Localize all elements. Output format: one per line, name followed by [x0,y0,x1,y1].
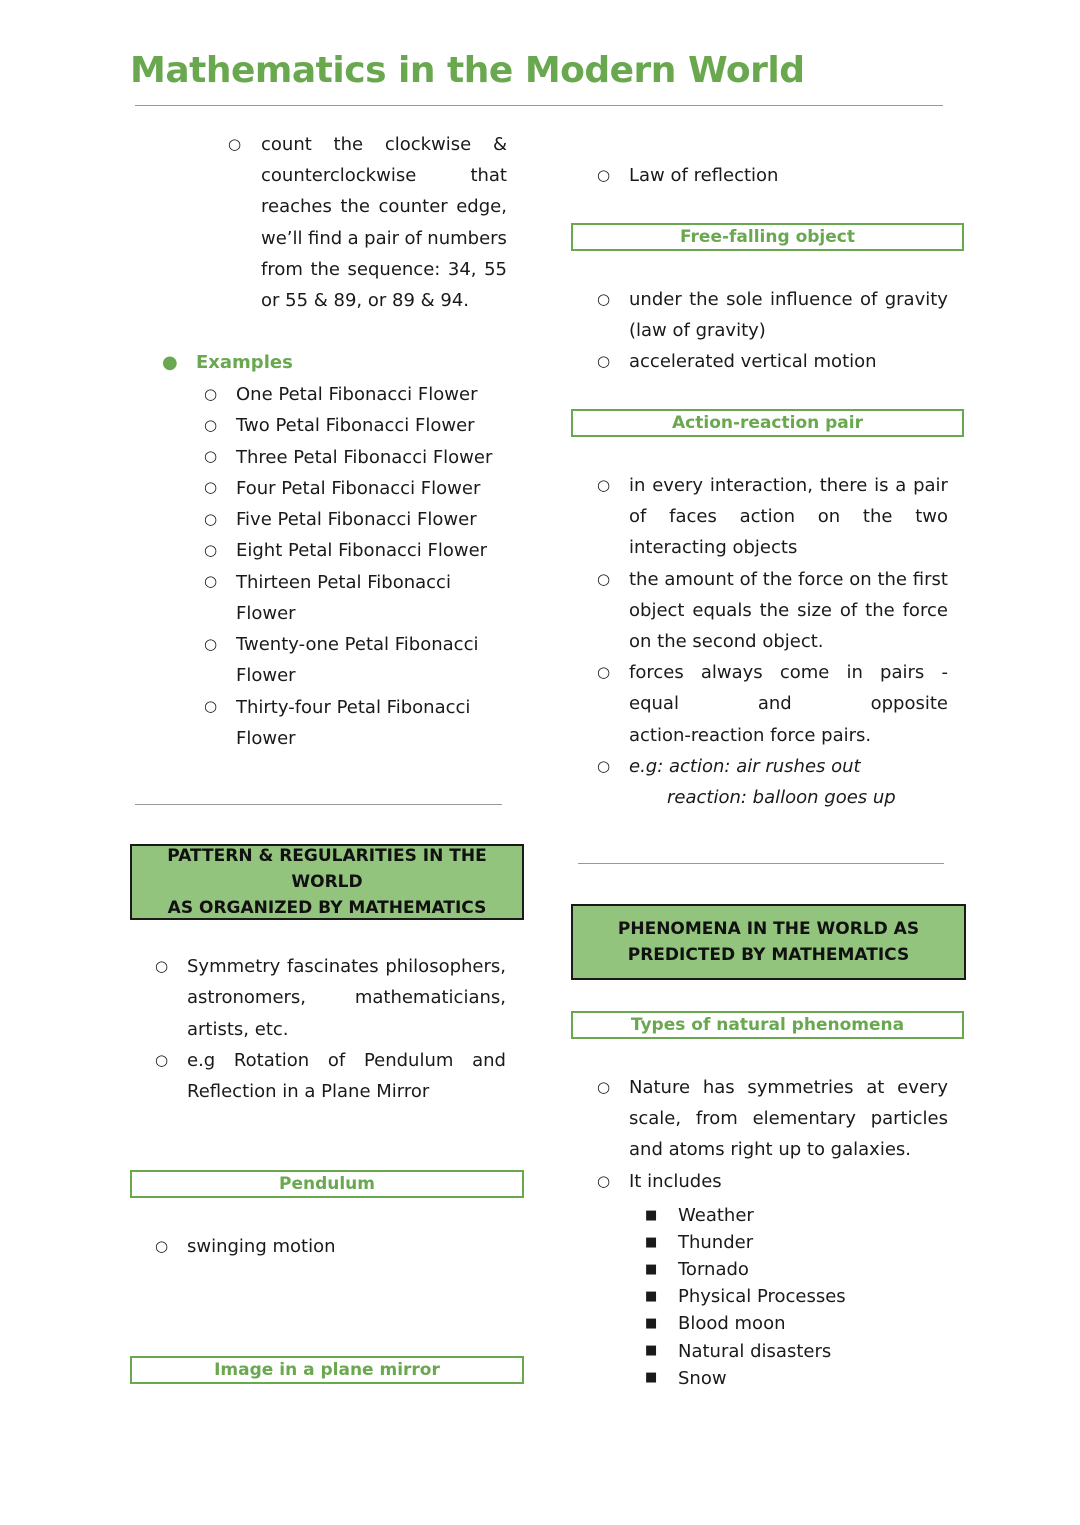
action-heading-box: Action-reaction pair [571,409,964,437]
text-line [629,470,948,501]
word: on [849,568,872,590]
word: in [629,475,646,496]
bullet-hollow: ○ [228,135,242,153]
word: forces [629,662,684,684]
text-line [261,191,507,222]
example-action-line: e.g: action: air rushes out [629,756,861,777]
word: a [895,475,907,496]
example-reaction-line: reaction: balloon goes up [667,787,896,808]
word: is [874,475,889,496]
word: and [472,1049,506,1071]
bullet-hollow: ○ [204,478,218,496]
word: the [333,134,364,155]
word: the [629,568,659,590]
text-line: Flower [236,602,296,624]
word: mathematicians, [354,987,506,1009]
bullet-hollow: ○ [597,290,611,308]
word: the [877,568,907,590]
word: at [866,1077,885,1098]
word: reaches [261,196,332,218]
pattern-box-line: PATTERN & REGULARITIES IN THE WORLD [167,846,487,892]
word: count [261,134,312,155]
law-item: Law of reflection [629,165,779,186]
word: action [739,506,795,528]
text-line [629,595,948,626]
word: we’ll [261,227,303,249]
word: opposite [870,693,948,715]
word: has [702,1077,735,1098]
text-line: Flower [236,665,296,687]
word: come [779,662,830,684]
word: the [862,506,893,528]
word: symmetries [747,1077,854,1098]
bullet-square: ■ [645,1289,658,1304]
text-line: Three Petal Fibonacci Flower [236,446,493,468]
bullet-hollow: ○ [204,385,218,403]
text-line [261,129,507,160]
text-line: Natural disasters [678,1340,832,1362]
text-line: Physical Processes [678,1286,846,1308]
word: amount [664,568,734,590]
text-line: and atoms right up to galaxies. [629,1139,911,1161]
text-line [629,1072,948,1103]
word: scale, [629,1108,682,1130]
word: equal [629,693,679,715]
bullet-hollow: ○ [204,572,218,590]
word: counterclockwise [261,165,417,187]
bullet-square: ■ [645,1235,658,1250]
bullet-hollow: ○ [155,957,169,975]
text-line: Thirty-four Petal Fibonacci [236,696,471,718]
word: the [340,196,370,218]
bullet-square: ■ [645,1370,658,1385]
word: first [912,568,948,590]
word: force [798,568,844,590]
word: of [739,568,757,590]
phenomena-box-line: PHENOMENA IN THE WORLD AS [617,919,920,939]
text-line: Blood moon [678,1313,786,1335]
word: in [846,662,863,684]
bullet-hollow: ○ [597,476,611,494]
text-line: Two Petal Fibonacci Flower [236,415,475,437]
text-line: It includes [629,1170,722,1192]
text-line: or 55 & 89, or 89 & 94. [261,290,470,311]
word: edge, [456,196,507,218]
word: the [689,289,719,310]
word: numbers [427,227,507,249]
bullet-square: ■ [645,1262,658,1277]
text-line: interacting objects [629,537,798,559]
text-line: Reflection in a Plane Mirror [187,1081,430,1102]
bullet-hollow: ○ [597,166,611,184]
text-line: (law of gravity) [629,320,766,342]
text-line: artists, etc. [187,1018,289,1040]
section-divider [135,804,502,805]
text-line [629,501,948,532]
text-line: Flower [236,727,296,749]
word: under [629,289,682,310]
word: on [817,506,841,528]
word: every [897,1077,948,1098]
word: Pendulum [363,1049,454,1071]
bullet-hollow: ○ [204,510,218,528]
text-line [629,657,948,688]
word: 34, [447,258,477,280]
word: the [310,258,340,280]
word: of [327,1049,346,1071]
word: fascinates [287,956,379,977]
bullet-hollow: ○ [155,1237,169,1255]
word: sole [726,289,763,310]
text-line: Five Petal Fibonacci Flower [236,509,477,530]
phenomena-box-line: PREDICTED BY MATHEMATICS [627,945,910,965]
page-title: Mathematics in the Modern World [130,50,805,91]
word: and [757,693,792,715]
text-line [629,688,948,719]
text-line: on the second object. [629,631,824,652]
text-line: action-reaction force pairs. [629,724,872,746]
bullet-hollow: ○ [204,416,218,434]
word: two [915,506,948,528]
word: Symmetry [187,956,281,977]
section-divider [578,863,944,864]
word: Rotation [233,1049,310,1071]
text-line: Thirteen Petal Fibonacci [236,571,451,593]
bullet-hollow: ○ [204,697,218,715]
word: influence [769,289,853,310]
text-line: Twenty-one Petal Fibonacci [236,634,479,655]
word: object [629,599,685,621]
bullet-hollow: ○ [597,352,611,370]
word: clockwise [384,134,472,155]
types-heading-box: Types of natural phenomena [571,1011,964,1039]
word: force [902,599,948,621]
text-line: Thunder [678,1232,754,1254]
word: pairs [880,662,925,684]
word: the [759,599,790,621]
word: there [819,475,868,496]
word: astronomers, [187,987,307,1009]
bullet-hollow: ○ [155,1051,169,1069]
text-line: Tornado [678,1259,749,1281]
word: elementary [752,1108,856,1130]
bullet-hollow: ○ [597,1172,611,1190]
word: a [347,227,359,249]
word: Nature [629,1077,691,1098]
word: gravity [884,289,948,310]
bullet-hollow: ○ [597,663,611,681]
bullet-dot: ● [162,352,178,373]
text-line [187,982,506,1013]
text-line: Eight Petal Fibonacci Flower [236,540,488,562]
word: of [629,506,647,528]
bullet-hollow: ○ [204,635,218,653]
examples-heading: Examples [196,352,293,373]
bullet-hollow: ○ [597,757,611,775]
text-line [261,160,507,191]
mirror-heading-box: Image in a plane mirror [130,1356,524,1384]
text-line: Snow [678,1367,727,1389]
bullet-square: ■ [645,1343,658,1358]
word: find [308,227,343,249]
word: from [695,1108,738,1130]
text-line [187,951,506,982]
freefall-heading-box: Free-falling object [571,223,964,251]
bullet-hollow: ○ [597,570,611,588]
word: from [261,258,303,280]
bullet-square: ■ [645,1208,658,1223]
word: of [839,599,858,621]
word: of [859,289,878,310]
word: & [492,134,507,155]
word: pair [364,227,399,249]
word: faces [669,506,717,528]
text-line: Weather [678,1205,754,1226]
pattern-section-box [130,844,524,920]
word: of [404,227,422,249]
text-line [629,284,948,315]
word: philosophers, [385,956,506,977]
word: interaction, [709,475,813,496]
word: e.g [187,1049,216,1071]
word: - [941,662,948,684]
word: counter [378,196,448,218]
word: pair [913,475,948,496]
text-line [187,1045,506,1076]
word: 55 [484,258,507,280]
bullet-hollow: ○ [204,541,218,559]
bullet-square: ■ [645,1316,658,1331]
text-line: One Petal Fibonacci Flower [236,384,478,405]
title-divider [135,105,943,106]
phenomena-section-box [571,904,966,980]
word: every [652,475,704,496]
bullet-hollow: ○ [597,1078,611,1096]
text-line: accelerated vertical motion [629,351,877,373]
text-line: Four Petal Fibonacci Flower [236,477,481,499]
text-line [261,254,507,285]
pendulum-heading-box: Pendulum [130,1170,524,1198]
word: the [762,568,793,590]
word: that [470,165,507,187]
bullet-hollow: ○ [204,447,218,465]
word: equals [692,599,752,621]
word: size [797,599,832,621]
word: particles [870,1108,948,1130]
pendulum-item: swinging motion [187,1236,336,1257]
text-line [629,564,948,595]
pattern-box-line: AS ORGANIZED BY MATHEMATICS [167,898,487,918]
word: sequence: [347,258,441,280]
word: always [700,662,763,684]
text-line [261,223,507,254]
word: the [865,599,895,621]
text-line [629,1103,948,1134]
